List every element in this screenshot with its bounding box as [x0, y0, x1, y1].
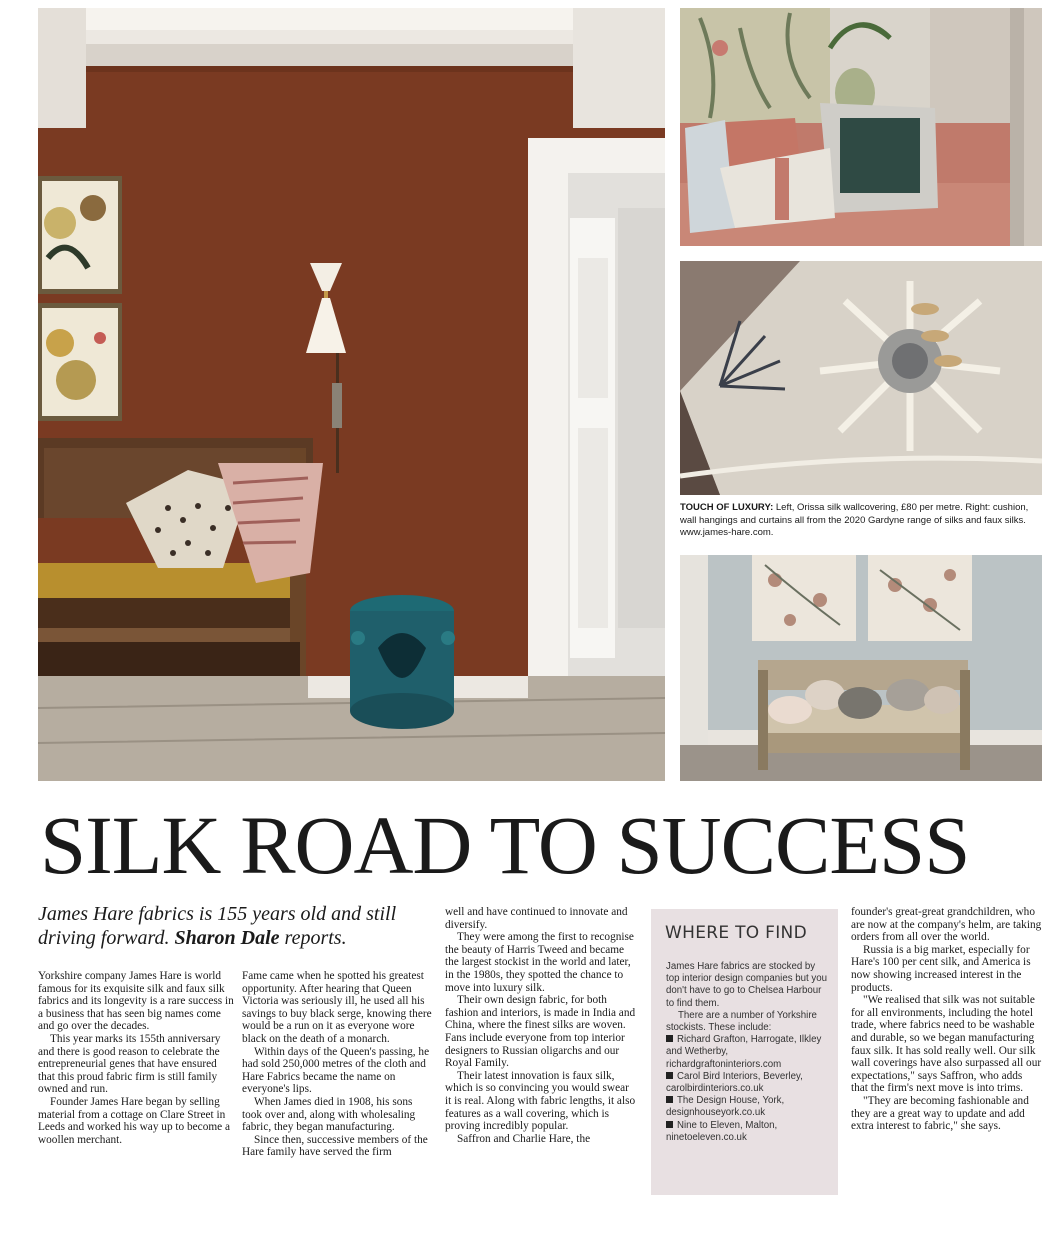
- article-column-3: [445, 906, 637, 1145]
- byline: Sharon Dale: [174, 927, 280, 949]
- stockist-name: Carol Bird Interiors, Beverley,: [677, 1070, 803, 1082]
- paragraph: well and have continued to innovate and diversify.: [445, 906, 628, 931]
- stockist-name: The Design House, York,: [677, 1095, 785, 1107]
- caption-text: Left, Orissa silk wallcovering, £80 per metre. Right: cushion, wall hangings and curtains all from the 2020 Gardyne range of silks and faux silks. www.james-hare.com.: [680, 502, 1029, 538]
- stockist-url[interactable]: ninetoeleven.co.uk: [666, 1131, 747, 1143]
- bullet-square-icon: [666, 1096, 673, 1103]
- stockist-name: Nine to Eleven, Malton,: [677, 1119, 778, 1131]
- paragraph: Yorkshire company James Hare is world famous for its exquisite silk and faux silk fabrics and its longevity is a rare success in a business that has seen big names come and go over the decades.: [38, 970, 234, 1033]
- bullet-square-icon: [666, 1121, 673, 1128]
- paragraph: "We realised that silk was not suitable for all environments, including the hotel trade, where fabrics need to be washable and durable, so we began manufacturing faux silk. It has sold really well. Our silk wall coverings have also surpassed all our expectations," says Saffron, who adds that the firm's next move is into trims.: [851, 994, 1042, 1095]
- paragraph: "They are becoming fashionable and they are a great way to update and add extra interest to fabric," she says.: [851, 1094, 1029, 1133]
- stockist-url[interactable]: richardgraftoninteriors.com: [666, 1058, 782, 1070]
- byline-suffix: reports.: [284, 927, 347, 949]
- photo-caption: [680, 502, 1042, 540]
- stockist-item: [666, 1071, 829, 1095]
- caption-lead: TOUCH OF LUXURY:: [680, 502, 774, 513]
- paragraph: founder's great-great grandchildren, who are now at the company's helm, are taking orders from all over the world.: [851, 906, 1042, 944]
- article-column-1: [38, 970, 234, 1146]
- paragraph: Their own design fabric, for both fashion and interiors, is made in India and China, where the finest silks are woven. Fans include everyone from top interior designers to Russian oligarchs and our Royal Family.: [445, 994, 636, 1070]
- where-to-find-title: WHERE TO FIND: [665, 923, 807, 943]
- paragraph: Since then, successive members of the Hare family have served the firm: [242, 1133, 428, 1159]
- standfirst: [38, 902, 398, 950]
- article-column-2: [242, 970, 435, 1159]
- paragraph: Saffron and Charlie Hare, the: [457, 1132, 591, 1145]
- paragraph: Founder James Hare began by selling material from a cottage on Clare Street in Leeds and worked his way up to become a woollen merchant.: [38, 1095, 230, 1146]
- article-column-4: [851, 906, 1042, 1133]
- stockist-url[interactable]: carolbirdinteriors.co.uk: [666, 1083, 764, 1095]
- sofa-cushions-photo: [680, 8, 1042, 246]
- where-to-find-body: [666, 961, 829, 1144]
- main-room-photo: [38, 8, 665, 781]
- paragraph: When James died in 1908, his sons took over and, along with wholesaling fabric, they began manufacturing.: [242, 1095, 416, 1134]
- stockist-url[interactable]: designhouseyork.co.uk: [666, 1107, 766, 1119]
- stockist-item: [666, 1095, 829, 1119]
- paragraph: Their latest innovation is faux silk, which is so convincing you would swear it is real. Along with fabric lengths, it also features as a wall covering, which is proving incredibly popular.: [445, 1069, 636, 1133]
- paragraph: Fame came when he spotted his greatest opportunity. After hearing that Queen Victoria was seriously ill, he used all his savings to buy black serge, knowing there would be a run on it as everyone wore black on the death of a monarch.: [242, 970, 432, 1045]
- paragraph: Within days of the Queen's passing, he had sold 250,000 metres of the cloth and Hare Fabrics became the name on everyone's lips.: [242, 1045, 430, 1096]
- where-to-find-box: [651, 909, 838, 1195]
- stockist-name: Richard Grafton, Harrogate, Ilkley and Wetherby,: [666, 1034, 822, 1058]
- where-to-find-intro: James Hare fabrics are stocked by top interior design companies but you don't have to go to Chelsea Harbour to find them.: [666, 961, 828, 1009]
- paragraph: They were among the first to recognise the beauty of Harris Tweed and became the largest stockist in the world and later, in the 1980s, they spotted the chance to move into luxury silk.: [445, 931, 634, 994]
- paragraph: This year marks its 155th anniversary and there is good reason to celebrate the entrepreneurial genes that have ensured that this proud fabric firm is still family owned and run.: [38, 1032, 221, 1096]
- standfirst-text: James Hare fabrics is 155 years old and still driving forward.: [38, 903, 397, 949]
- paragraph: Russia is a big market, especially for Hare's 100 per cent silk, and America is now showing increased interest in the products.: [851, 943, 1031, 994]
- embroidered-cushion-photo: [680, 261, 1042, 495]
- where-to-find-intro-2: There are a number of Yorkshire stockists. These include:: [666, 1009, 817, 1034]
- bullet-square-icon: [666, 1035, 673, 1042]
- bullet-square-icon: [666, 1072, 673, 1079]
- stockist-item: [666, 1034, 829, 1071]
- daybed-hangings-photo: [680, 555, 1042, 781]
- headline: SILK ROAD TO SUCCESS: [40, 799, 970, 891]
- stockist-item: [666, 1120, 829, 1144]
